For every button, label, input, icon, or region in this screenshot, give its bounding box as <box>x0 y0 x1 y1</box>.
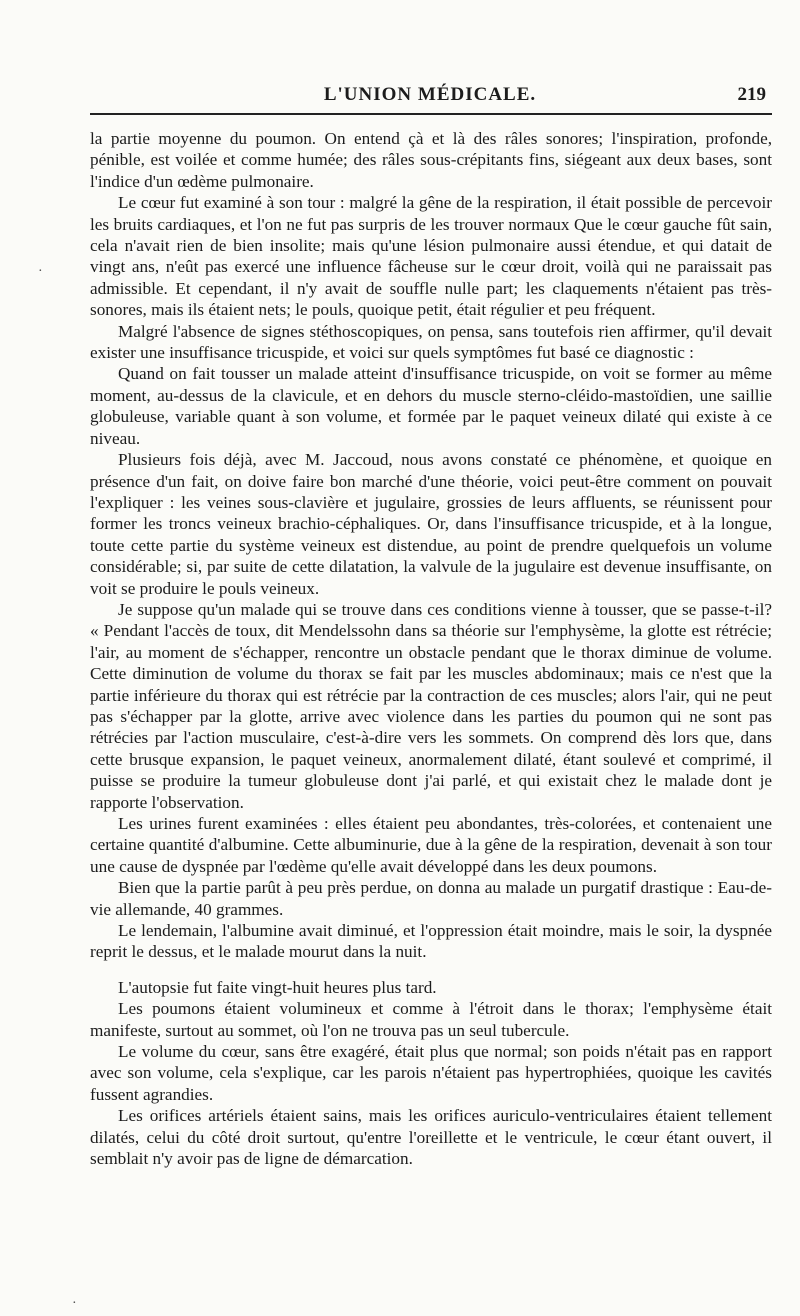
paragraph-explanation: Plusieurs fois déjà, avec M. Jaccoud, nous avons constaté ce phénomène, et quoique en présence d'un fait, on doive faire bon marché d'une théorie, voici peut-être comment on pouvait l'expliquer : les veines sous-clavière et jugulaire, grossies de leurs affluents, se réunissent pour former les troncs veineux brachio-céphaliques. Or, dans l'insuffisance tricuspide, et à la longue, toute cette partie du système veineux est distendue, au point de prendre quelquefois un volume considérable; si, par suite de cette dilatation, la valvule de la jugulaire est devenue insuffisante, on voit se produire le pouls veineux. <box>90 450 772 598</box>
paragraph-death: Le lendemain, l'albumine avait diminué, et l'oppression était moindre, mais le soir, la dyspnée reprit le dessus, et le malade mourut dans la nuit. <box>90 921 772 962</box>
paragraph-cough-sign: Quand on fait tousser un malade atteint d'insuffisance tricuspide, on voit se former au même moment, au-dessus de la clavicule, et en dehors du muscle sterno-cléido-mastoïdien, une saillie globuleuse, variable quant à son volume, et formée par le paquet veineux dilaté qui existe à ce niveau. <box>90 364 772 448</box>
paragraph-mendelssohn: Je suppose qu'un malade qui se trouve dans ces conditions vienne à tousser, que se passe-t-il? « Pendant l'accès de toux, dit Mendelssohn dans sa théorie sur l'emphysème, la glotte est rétrécie; l'air, au moment de s'échapper, rencontre un obstacle pendant que le thorax diminue de volume. Cette diminution de volume du thorax se fait par les muscles abdominaux; mais ce n'est que la partie inférieure du thorax qui est rétrécie par la contraction de ces muscles; alors l'air, qui ne peut pas s'échapper par la glotte, arrive avec violence dans les parties du poumon qui ne sont pas rétrécies par l'action musculaire, c'est-à-dire vers les sommets. On comprend dès lors que, dans cette brusque expansion, le paquet veineux, anormalement dilaté, étant soulevé et comprimé, il puisse se produire la tumeur globuleuse dont j'ai parlé, et qui existait chez le malade dont je rapporte l'observation. <box>90 599 772 812</box>
paragraph-diagnosis: Malgré l'absence de signes stéthoscopiques, on pensa, sans toutefois rien affirmer, qu'il devait exister une insuffisance tricuspide, et voici sur quels symptômes fut basé ce diagnostic : <box>90 321 772 363</box>
paragraph-heart-volume: Le volume du cœur, sans être exagéré, était plus que normal; son poids n'était pas en rapport avec son volume, cela s'explique, car les parois n'étaient pas hypertrophiées, quoique les cavités fussent agrandies. <box>90 1042 772 1104</box>
paragraph-urine: Les urines furent examinées : elles étaient peu abondantes, très-colorées, et contenaient une certaine quantité d'albumine. Cette albuminurie, due à la gêne de la respiration, devenait à son tour une cause de dyspnée par l'œdème qu'elle avait développé dans les deux poumons. <box>90 814 772 876</box>
running-head <box>90 84 770 112</box>
margin-dot: · <box>38 264 43 279</box>
paragraph-purgative: Bien que la partie parût à peu près perdue, on donna au malade un purgatif drastique : Eau-de-vie allemande, 40 grammes. <box>90 878 772 919</box>
header-rule <box>90 113 772 115</box>
page-number: 219 <box>737 84 766 105</box>
paragraph-orifices: Les orifices artériels étaient sains, mais les orifices auriculo-ventriculaires étaient tellement dilatés, celui du côté droit surtout, qu'entre l'oreillette et le ventricule, le cœur étant ouvert, il semblait n'y avoir pas de ligne de démarcation. <box>90 1106 772 1169</box>
paragraph-lung-auscultation: la partie moyenne du poumon. On entend çà et là des râles sonores; l'inspiration, profonde, pénible, est voilée et comme humée; des râles sous-crépitants fins, siégeant aux deux bases, sont l'indice d'un œdème pulmonaire. <box>90 129 772 191</box>
paragraph-autopsy: L'autopsie fut faite vingt-huit heures plus tard. <box>118 977 437 997</box>
margin-dot: · <box>72 1296 77 1311</box>
paragraph-lungs: Les poumons étaient volumineux et comme à l'étroit dans le thorax; l'emphysème était manifeste, surtout au sommet, où l'on ne trouva pas un seul tubercule. <box>90 999 772 1040</box>
article-body <box>90 128 772 1170</box>
paragraph-heart-exam: Le cœur fut examiné à son tour : malgré la gêne de la respiration, il était possible de percevoir les bruits cardiaques, et l'on ne fut pas surpris de les trouver normaux Que le cœur gauche fût sain, cela n'avait rien de bien insolite; mais qu'une lésion pulmonaire aussi étendue, et qui datait de vingt ans, n'eût pas exercé une influence fâcheuse sur le cœur droit, voilà qui ne paraissait pas admissible. Et cependant, il n'y avait de souffle nulle part; les claquements n'étaient pas très-sonores, mais ils étaient nets; le pouls, quoique petit, était régulier et peu fréquent. <box>90 193 772 320</box>
journal-title: L'UNION MÉDICALE. <box>323 84 537 105</box>
